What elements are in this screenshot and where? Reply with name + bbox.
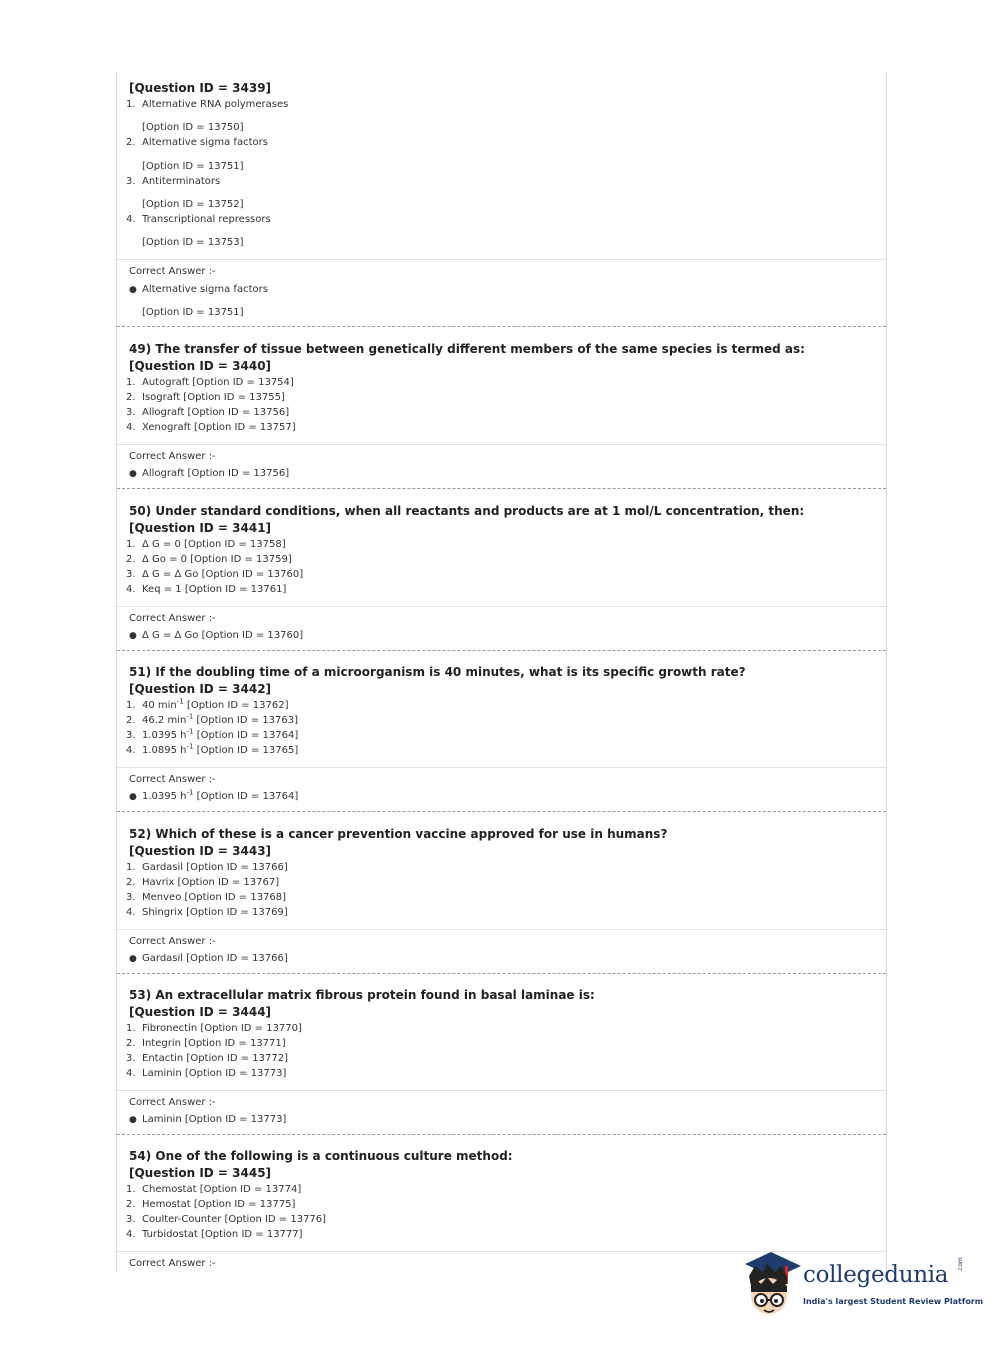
logo-tagline: India's largest Student Review Platform: [803, 1297, 984, 1306]
question-text: 54) One of the following is a continuous culture method:: [129, 1149, 513, 1163]
logo-suffix: .com: [957, 1257, 964, 1272]
option-2: 2. Integrin [Option ID = 13771]: [126, 1038, 286, 1049]
option-4: 4. Keq = 1 [Option ID = 13761]: [126, 584, 287, 595]
divider: [117, 444, 886, 445]
option-3-id: [Option ID = 13752]: [142, 199, 244, 210]
correct-answer-label: Correct Answer :-: [129, 936, 216, 947]
option-2: 2. 46.2 $\min^{-1}$ [Option ID = 13763]: [126, 712, 299, 726]
correct-answer-label: Correct Answer :-: [129, 774, 216, 785]
question-separator: [117, 488, 886, 489]
question-separator: [117, 650, 886, 651]
option-4: 4. Xenograft [Option ID = 13757]: [126, 422, 296, 433]
question-separator: [117, 326, 886, 327]
option-2-id: [Option ID = 13751]: [142, 161, 244, 172]
correct-answer: ● Alternative sigma factors: [129, 284, 268, 295]
option-2: 2. Alternative sigma factors: [126, 137, 268, 148]
option-1: 1. Chemostat [Option ID = 13774]: [126, 1184, 302, 1195]
question-id: [Question ID = 3443]: [129, 844, 272, 858]
correct-answer-label: Correct Answer :-: [129, 1097, 216, 1108]
question-separator: [117, 1134, 886, 1135]
question-paper-frame: [116, 72, 887, 1272]
option-1: 1. Δ G = 0 [Option ID = 13758]: [126, 539, 286, 550]
correct-answer: ● Gardasil [Option ID = 13766]: [129, 953, 288, 964]
question-id: [Question ID = 3441]: [129, 521, 272, 535]
divider: [117, 259, 886, 260]
question-text: 51) If the doubling time of a microorganism is 40 minutes, what is its specific growth rate?: [129, 665, 746, 679]
question-id: [Question ID = 3445]: [129, 1166, 272, 1180]
question-id: [Question ID = 3444]: [129, 1005, 272, 1019]
option-3: 3. Menveo [Option ID = 13768]: [126, 892, 287, 903]
mascot-logo-icon: [741, 1250, 803, 1322]
option-2: 2. Δ Go = 0 [Option ID = 13759]: [126, 554, 292, 565]
correct-answer: ● Laminin [Option ID = 13773]: [129, 1114, 287, 1125]
option-1: 1. Autograft [Option ID = 13754]: [126, 377, 294, 388]
question-separator: [117, 973, 886, 974]
option-1: 1. Gardasil [Option ID = 13766]: [126, 862, 288, 873]
question-id: [Question ID = 3442]: [129, 682, 272, 696]
option-4: 4. Turbidostat [Option ID = 13777]: [126, 1229, 303, 1240]
correct-answer-label: Correct Answer :-: [129, 613, 216, 624]
question-separator: [117, 811, 886, 812]
option-3: 3. Antiterminators: [126, 176, 221, 187]
option-1-id: [Option ID = 13750]: [142, 122, 244, 133]
divider: [117, 1090, 886, 1091]
option-4: 4. 1.0895 $h^{-1}$ [Option ID = 13765]: [126, 742, 299, 756]
option-1: 1. Alternative RNA polymerases: [126, 99, 289, 110]
option-1: 1. 40 $\min^{-1}$ [Option ID = 13762]: [126, 697, 289, 711]
option-4: 4. Shingrix [Option ID = 13769]: [126, 907, 288, 918]
option-4: 4. Transcriptional repressors: [126, 214, 271, 225]
option-4: 4. Laminin [Option ID = 13773]: [126, 1068, 287, 1079]
correct-answer: ● Δ G = Δ Go [Option ID = 13760]: [129, 630, 304, 641]
question-text: 53) An extracellular matrix fibrous protein found in basal laminae is:: [129, 988, 595, 1002]
option-2: 2. Isograft [Option ID = 13755]: [126, 392, 285, 403]
option-3: 3. 1.0395 $h^{-1}$ [Option ID = 13764]: [126, 727, 299, 741]
option-4-id: [Option ID = 13753]: [142, 237, 244, 248]
correct-answer-label: Correct Answer :-: [129, 451, 216, 462]
correct-answer-label: Correct Answer :-: [129, 1258, 216, 1269]
question-text: 50) Under standard conditions, when all reactants and products are at 1 mol/L concentration, then:: [129, 504, 805, 518]
correct-answer-label: Correct Answer :-: [129, 266, 216, 277]
divider: [117, 929, 886, 930]
option-2: 2. Havrix [Option ID = 13767]: [126, 877, 280, 888]
question-text: 52) Which of these is a cancer prevention vaccine approved for use in humans?: [129, 827, 668, 841]
question-id: [Question ID = 3439]: [129, 81, 272, 95]
question-id: [Question ID = 3440]: [129, 359, 272, 373]
option-2: 2. Hemostat [Option ID = 13775]: [126, 1199, 296, 1210]
option-3: 3. Coulter-Counter [Option ID = 13776]: [126, 1214, 327, 1225]
option-3: 3. Δ G = Δ Go [Option ID = 13760]: [126, 569, 304, 580]
correct-answer: ● 1.0395 $h^{-1}$ [Option ID = 13764]: [129, 788, 299, 802]
option-3: 3. Allograft [Option ID = 13756]: [126, 407, 290, 418]
option-3: 3. Entactin [Option ID = 13772]: [126, 1053, 288, 1064]
logo-wordmark: collegedunia: [803, 1262, 949, 1288]
divider: [117, 767, 886, 768]
correct-answer: ● Allograft [Option ID = 13756]: [129, 468, 290, 479]
question-text: 49) The transfer of tissue between genetically different members of the same species is termed as:: [129, 342, 805, 356]
divider: [117, 606, 886, 607]
collegedunia-logo[interactable]: [741, 1250, 984, 1322]
option-1: 1. Fibronectin [Option ID = 13770]: [126, 1023, 302, 1034]
correct-answer-option-id: [Option ID = 13751]: [142, 307, 244, 318]
